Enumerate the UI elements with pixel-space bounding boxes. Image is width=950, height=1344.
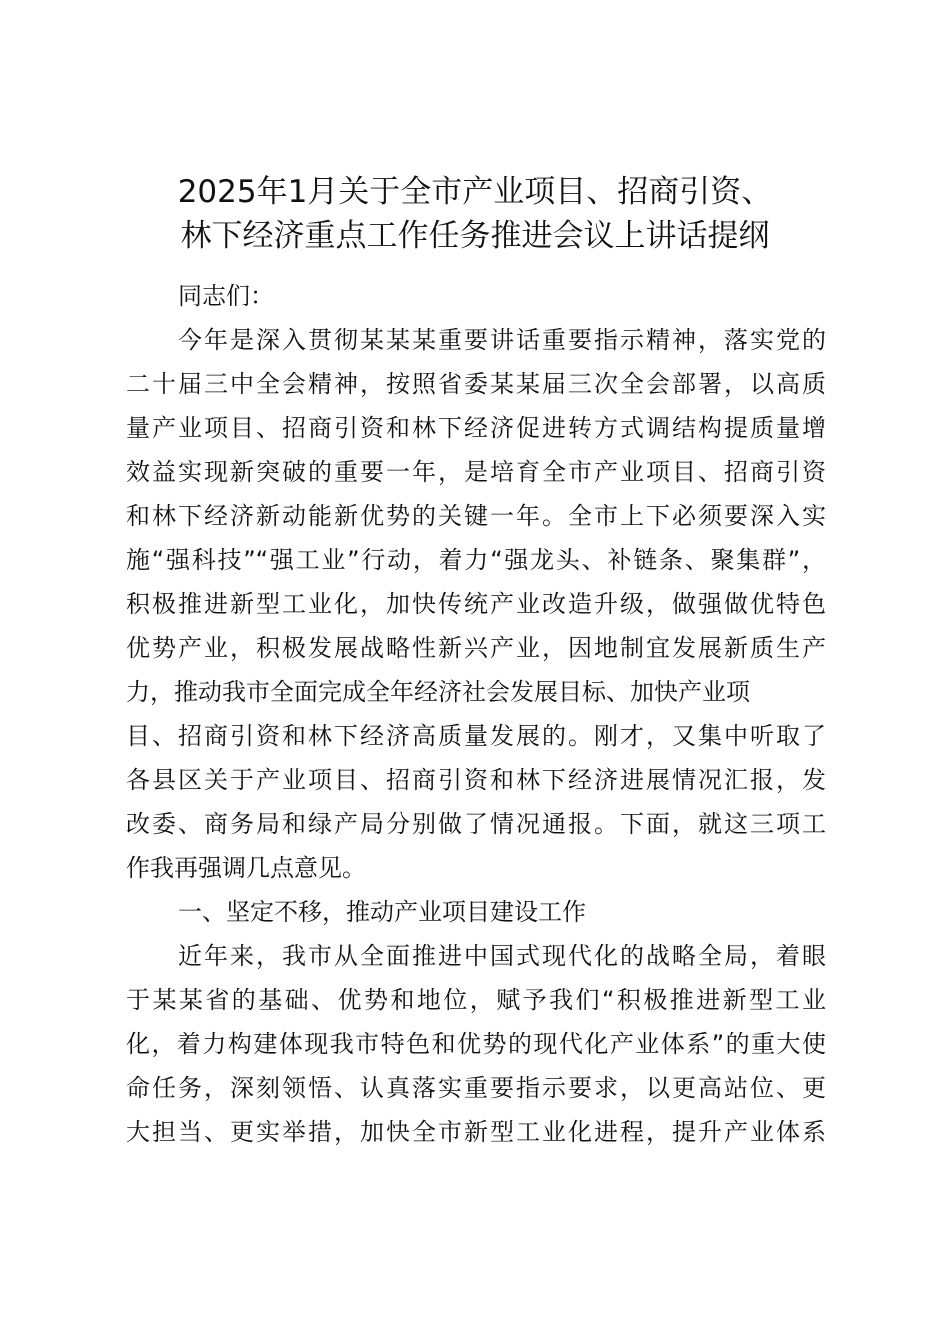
section-1-heading: 一、坚定不移，推动产业项目建设工作: [178, 898, 586, 926]
paragraph-1-line: 二十届三中全会精神，按照省委某某届三次全会部署，以高质: [126, 370, 826, 398]
paragraph-1-line: 目、招商引资和林下经济高质量发展的。刚才，又集中听取了: [126, 722, 826, 750]
paragraph-1-line: 各县区关于产业项目、招商引资和林下经济进展情况汇报，发: [126, 766, 826, 794]
paragraph-2-line: 命任务，深刻领悟、认真落实重要指示要求，以更高站位、更: [126, 1074, 826, 1102]
paragraph-1-line: 作我再强调几点意见。: [126, 854, 366, 882]
title-line-1: 2025年1月关于全市产业项目、招商引资、: [177, 174, 773, 210]
paragraph-1-line: 优势产业，积极发展战略性新兴产业，因地制宜发展新质生产: [126, 634, 826, 662]
paragraph-1-line: 量产业项目、招商引资和林下经济促进转方式调结构提质量增: [126, 414, 826, 442]
paragraph-1-line: 和林下经济新动能新优势的关键一年。全市上下必须要深入实: [126, 502, 826, 530]
paragraph-1-line: 积极推进新型工业化，加快传统产业改造升级，做强做优特色: [126, 590, 826, 618]
paragraph-1-line: 效益实现新突破的重要一年，是培育全市产业项目、招商引资: [126, 458, 826, 486]
paragraph-2-line: 化，着力构建体现我市特色和优势的现代化产业体系”的重大使: [126, 1030, 826, 1058]
paragraph-2-line: 大担当、更实举措，加快全市新型工业化进程，提升产业体系: [126, 1118, 826, 1146]
title-line-2: 林下经济重点工作任务推进会议上讲话提纲: [180, 218, 770, 254]
paragraph-1-line: 改委、商务局和绿产局分别做了情况通报。下面，就这三项工: [126, 810, 826, 838]
paragraph-2-line: 近年来，我市从全面推进中国式现代化的战略全局，着眼: [178, 942, 826, 970]
paragraph-1-line: 今年是深入贯彻某某某重要讲话重要指示精神，落实党的: [178, 326, 826, 354]
salutation: 同志们：: [178, 282, 274, 310]
paragraph-1-line: 力，推动我市全面完成全年经济社会发展目标、加快产业项: [126, 678, 750, 706]
document-body: [126, 274, 826, 1154]
paragraph-2-line: 于某某省的基础、优势和地位，赋予我们“积极推进新型工业: [126, 986, 826, 1014]
document-title: [110, 170, 840, 258]
paragraph-1-line: 施“强科技”“强工业”行动，着力“强龙头、补链条、聚集群”，: [126, 546, 826, 574]
